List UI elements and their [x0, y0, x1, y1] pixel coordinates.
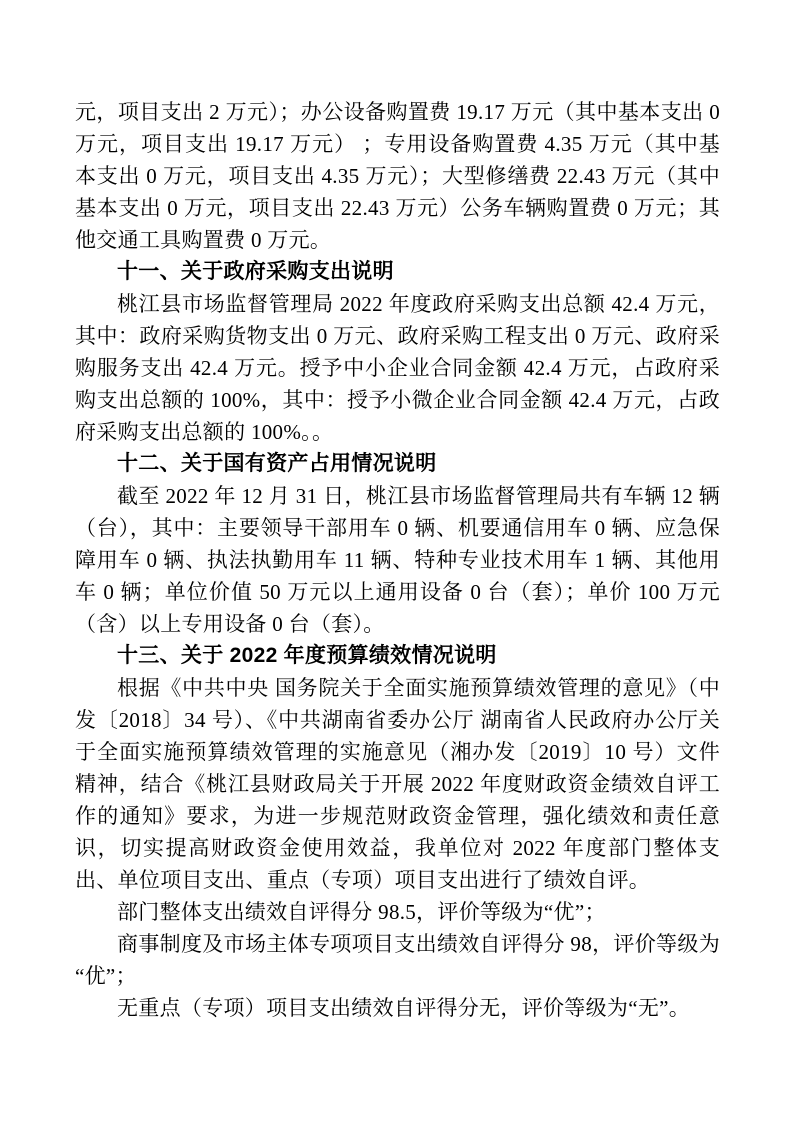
document-body — [75, 96, 720, 1024]
heading-section-11-government-procurement: 十一、关于政府采购支出说明 — [117, 260, 394, 283]
paragraph-result-project-score: 商事制度及市场主体专项项目支出绩效自评得分 98，评价等级为“优”； — [75, 932, 720, 988]
heading-section-12-state-assets: 十二、关于国有资产占用情况说明 — [117, 452, 437, 475]
heading-section-13-budget-performance: 十三、关于 2022 年度预算绩效情况说明 — [117, 644, 497, 667]
paragraph-result-overall-score: 部门整体支出绩效自评得分 98.5，评价等级为“优”； — [117, 900, 606, 924]
paragraph-result-key-project-score: 无重点（专项）项目支出绩效自评得分无，评价等级为“无”。 — [117, 996, 691, 1020]
paragraph-asset-purchase-continuation: 元，项目支出 2 万元）；办公设备购置费 19.17 万元（其中基本支出 0 万元，项目支出 19.17 万元） ；专用设备购置费 4.35 万元（其中基本支出 0 万元，项目支出 4.35 万元）；大型修缮费 22.43 万元（其中基本支出 0 万元，项目支出 22.43 万元）公务车辆购置费 0 万元；其他交通工具购置费 0 万元。 — [75, 100, 720, 252]
paragraph-state-assets: 截至 2022 年 12 月 31 日，桃江县市场监督管理局共有车辆 12 辆（台），其中：主要领导干部用车 0 辆、机要通信用车 0 辆、应急保障用车 0 辆、执法执勤用车 11 辆、特种专业技术用车 1 辆、其他用车 0 辆；单位价值 50 万元以上通用设备 0 台（套）；单价 100 万元（含）以上专用设备 0 台（套）。 — [75, 484, 720, 636]
paragraph-government-procurement: 桃江县市场监督管理局 2022 年度政府采购支出总额 42.4 万元，其中：政府采购货物支出 0 万元、政府采购工程支出 0 万元、政府采购服务支出 42.4 万元。授予中小企业合同金额 42.4 万元，占政府采购支出总额的 100%，其中：授予小微企业合同金额 42.4 万元，占政府采购支出总额的 100%。。 — [75, 292, 720, 444]
paragraph-budget-performance-basis: 根据《中共中央 国务院关于全面实施预算绩效管理的意见》（中发〔2018〕34 号）、《中共湖南省委办公厅 湖南省人民政府办公厅关于全面实施预算绩效管理的实施意见（湘办发〔2019〕10 号）文件精神，结合《桃江县财政局关于开展 2022 年度财政资金绩效自评工作的通知》要求，为进一步规范财政资金管理，强化绩效和责任意识，切实提高财政资金使用效益，我单位对 2022 年度部门整体支出、单位项目支出、重点（专项）项目支出进行了绩效自评。 — [75, 676, 720, 892]
